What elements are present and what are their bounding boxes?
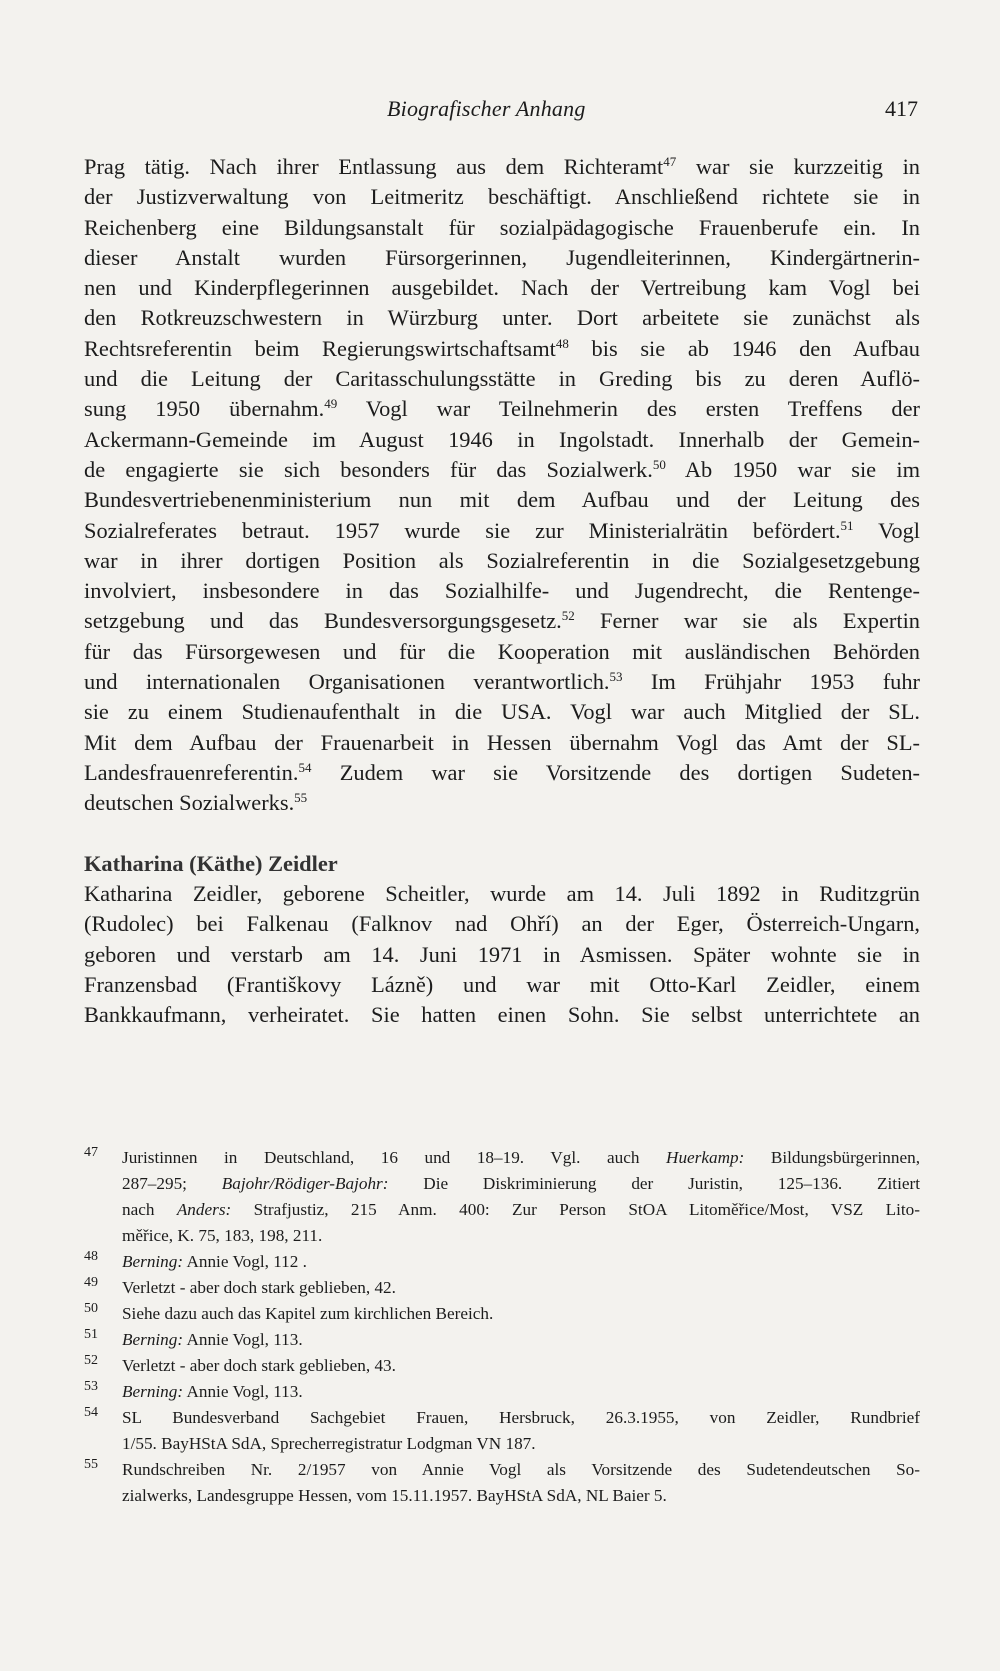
footnote-ref[interactable]: 48 (555, 335, 569, 351)
text-line: Ackermann-Gemeinde im August 1946 in Ingolstadt. Innerhalb der Gemein- (84, 426, 920, 452)
footnote-52: 52 Verletzt - aber doch stark geblieben, 43. (84, 1353, 920, 1379)
footnote-53: 53 Berning: Annie Vogl, 113. (84, 1379, 920, 1405)
text-line: Rechtsreferentin beim Regierungswirtschaftsamt$^{48}$ bis sie ab 1946 den Aufbau (84, 335, 920, 361)
footnote-ref[interactable]: 54 (298, 759, 312, 775)
text-line: für das Fürsorgewesen und für die Kooperation mit ausländischen Behörden (84, 638, 920, 664)
text-line: Prag tätig. Nach ihrer Entlassung aus dem Richteramt$^{47}$ war sie kurzzeitig in (84, 154, 920, 179)
text-line: setzgebung und das Bundesversorgungsgesetz.$^{52}$ Ferner war sie als Expertin (84, 608, 920, 634)
text-line: de engagierte sie sich besonders für das Sozialwerk.$^{50}$ Ab 1950 war sie im (84, 456, 920, 482)
text-line: sung 1950 übernahm.$^{49}$ Vogl war Teilnehmerin des ersten Treffens der (84, 396, 920, 422)
text-line: geboren und verstarb am 14. Juni 1971 in Asmissen. Später wohnte sie in (84, 941, 920, 967)
text-line: war in ihrer dortigen Position als Sozialreferentin in die Sozialgesetzgebung (84, 547, 920, 573)
footnote-ref[interactable]: 53 (609, 669, 623, 685)
footnote-ref[interactable]: 50 (652, 456, 666, 472)
page-header (84, 96, 918, 128)
footnote-number: 47 (84, 1145, 98, 1160)
text-line: (Rudolec) bei Falkenau (Falknov nad Ohří) an der Eger, Österreich-Ungarn, (84, 911, 920, 937)
footnote-50: 50 Siehe dazu auch das Kapitel zum kirchlichen Bereich. (84, 1301, 920, 1327)
running-title: Biografischer Anhang (387, 96, 586, 121)
footnote-49: 49 Verletzt - aber doch stark geblieben, 42. (84, 1275, 920, 1301)
text-line: der Justizverwaltung von Leitmeritz beschäftigt. Anschließend richtete sie in (84, 184, 920, 210)
text-line: deutschen Sozialwerks.$^{55}$ (84, 790, 308, 816)
text-line: Bundesvertriebenenministerium nun mit dem Aufbau und der Leitung des (84, 487, 920, 513)
text-line: Mit dem Aufbau der Frauenarbeit in Hessen übernahm Vogl das Amt der SL- (84, 729, 920, 755)
footnote-54: 54 SL Bundesverband Sachgebiet Frauen, Hersbruck, 26.3.1955, von Zeidler, Rundbrief 1/55. BayHStA SdA, Sprecherregistratur Lodgman VN 187. (84, 1405, 920, 1457)
footnote-ref[interactable]: 52 (561, 608, 575, 624)
text-line: involviert, insbesondere in das Sozialhilfe- und Jugendrecht, die Rentenge- (84, 578, 920, 604)
body-text (84, 152, 920, 1031)
section-heading: Katharina (Käthe) Zeidler (84, 850, 338, 876)
text-line-spacer (84, 819, 920, 849)
footnote-51: 51 Berning: Annie Vogl, 113. (84, 1327, 920, 1353)
footnote-ref[interactable]: 51 (840, 517, 854, 533)
footnote-number: 50 (84, 1301, 98, 1316)
footnote-ref[interactable]: 47 (663, 154, 677, 169)
footnote-ref[interactable]: 49 (324, 396, 338, 412)
footnote-number: 54 (84, 1405, 98, 1420)
footnote-55: 55 Rundschreiben Nr. 2/1957 von Annie Vogl als Vorsitzende des Sudetendeutschen So- zialwerks, Landesgruppe Hessen, vom 15.11.1957. BayHStA SdA, NL Baier 5. (84, 1457, 920, 1509)
footnote-number: 48 (84, 1249, 98, 1264)
footnote-number: 53 (84, 1379, 98, 1394)
text-line: und die Leitung der Caritasschulungsstätte in Greding bis zu deren Auflö- (84, 366, 920, 392)
text-line: Landesfrauenreferentin.$^{54}$ Zudem war sie Vorsitzende des dortigen Sudeten- (84, 759, 920, 785)
footnote-47: 47 Juristinnen in Deutschland, 16 und 18–19. Vgl. auch Huerkamp: Bildungsbürgerinnen, 287–295; Bajohr/Rödiger-Bajohr: Die Diskriminierung der Juristin, 125–136. Zitiert nach Anders: Strafjustiz, 215 Anm. 400: Zur Person StOA Litoměřice/Most, VSZ Lito- měřice, K. 75, 183, 198, 211. (84, 1145, 920, 1249)
footnote-ref[interactable]: 55 (294, 790, 308, 806)
footnote-48: 48 Berning: Annie Vogl, 112 . (84, 1249, 920, 1275)
text-line: Bankkaufmann, verheiratet. Sie hatten einen Sohn. Sie selbst unterrichtete an (84, 1002, 920, 1028)
text-line: Reichenberg eine Bildungsanstalt für sozialpädagogische Frauenberufe ein. In (84, 214, 920, 240)
text-line: Katharina Zeidler, geborene Scheitler, wurde am 14. Juli 1892 in Ruditzgrün (84, 881, 920, 907)
text-line: Franzensbad (Františkovy Lázně) und war mit Otto-Karl Zeidler, einem (84, 972, 920, 998)
footnote-number: 49 (84, 1275, 98, 1290)
text-line: und internationalen Organisationen verantwortlich.$^{53}$ Im Frühjahr 1953 fuhr (84, 669, 920, 695)
footnote-number: 51 (84, 1327, 98, 1342)
footnote-number: 52 (84, 1353, 98, 1368)
text-line: Sozialreferates betraut. 1957 wurde sie zur Ministerialrätin befördert.$^{51}$ Vogl (84, 517, 920, 543)
footnotes (84, 1145, 920, 1509)
text-line: nen und Kinderpflegerinnen ausgebildet. Nach der Vertreibung kam Vogl bei (84, 275, 920, 301)
page-number: 417 (885, 96, 918, 121)
text-line: dieser Anstalt wurden Fürsorgerinnen, Jugendleiterinnen, Kindergärtnerin- (84, 244, 920, 270)
text-line: sie zu einem Studienaufenthalt in die USA. Vogl war auch Mitglied der SL. (84, 699, 920, 725)
text-line: den Rotkreuzschwestern in Würzburg unter. Dort arbeitete sie zunächst als (84, 305, 920, 331)
footnote-number: 55 (84, 1457, 98, 1472)
